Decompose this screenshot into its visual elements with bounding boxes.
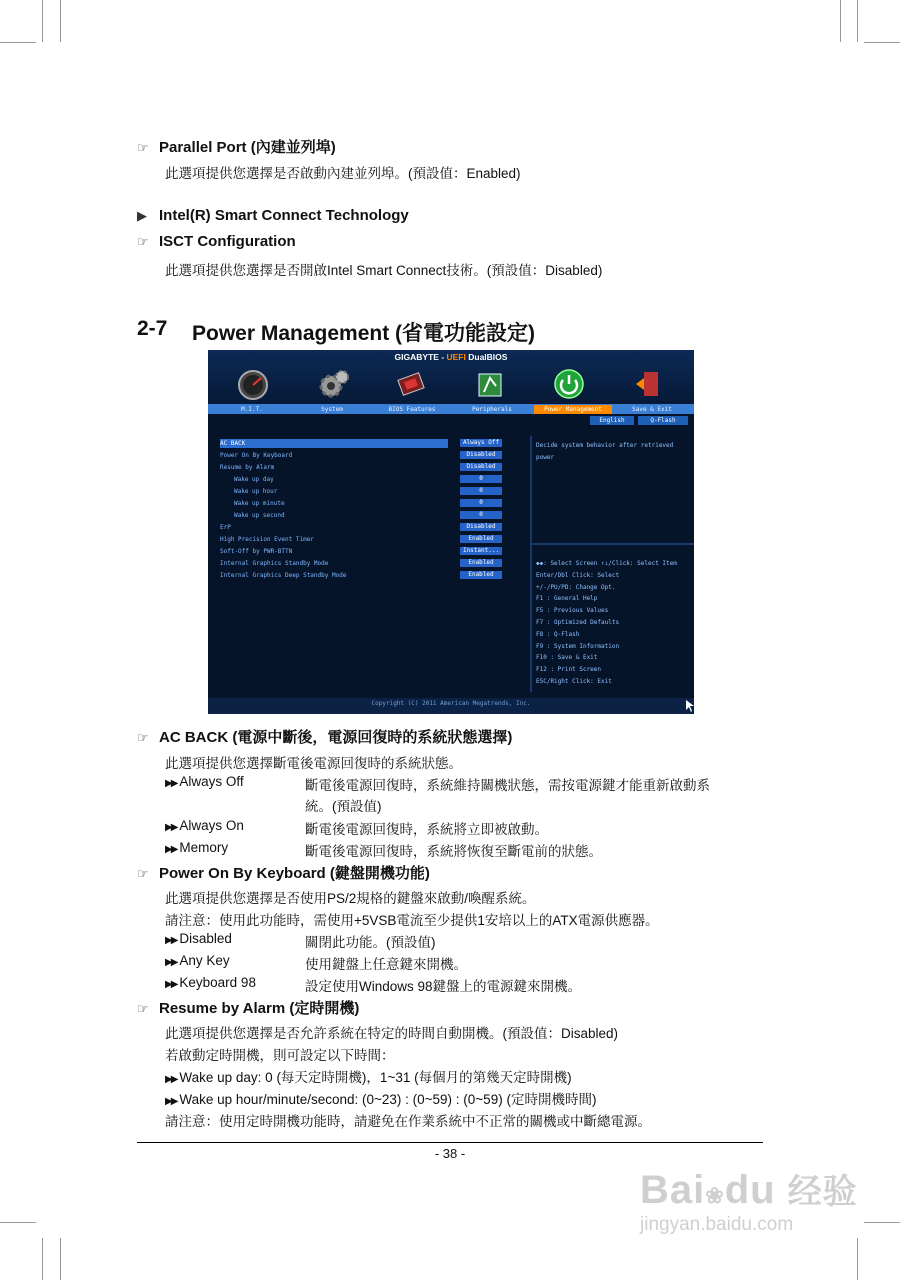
isct-title: ☞ ISCT Configuration	[137, 233, 296, 250]
isct-desc: 此選項提供您選擇是否開啟Intel Smart Connect技術。(預設值：Disabled)	[165, 263, 603, 278]
mouse-cursor-icon	[686, 700, 694, 712]
bios-value[interactable]: Enabled	[460, 559, 502, 567]
option-memory: ▶▶ Memory	[165, 840, 229, 855]
section-number: 2-7	[137, 317, 168, 340]
watermark-url: jingyan.baidu.com	[640, 1214, 794, 1235]
save-exit-door-icon	[632, 368, 666, 400]
option-desc: 統。(預設值)	[305, 799, 382, 814]
double-arrow-icon: ▶▶	[165, 778, 177, 789]
page-number: - 38 -	[434, 1146, 466, 1161]
footer-rule	[137, 1142, 763, 1143]
key-legend-line: ◆◆: Select Screen ↑↓/Click: Select Item	[536, 560, 677, 567]
bios-divider	[530, 436, 532, 692]
tab-bios-features[interactable]: BIOS Features	[388, 406, 436, 413]
option-always-off: ▶▶ Always Off	[165, 774, 244, 789]
parallel-port-desc: 此選項提供您選擇是否啟動內建並列埠。(預設值：Enabled)	[165, 166, 521, 181]
pointing-hand-icon: ☞	[137, 1001, 149, 1016]
power-icon	[552, 368, 586, 400]
bios-row-wake-up-day[interactable]: Wake up day	[234, 476, 274, 483]
option-always-on: ▶▶ Always On	[165, 818, 244, 833]
double-arrow-icon: ▶▶	[165, 957, 177, 968]
bios-value[interactable]: Enabled	[460, 571, 502, 579]
bios-value[interactable]: Enabled	[460, 535, 502, 543]
bios-value[interactable]: 0	[460, 511, 502, 519]
mit-gauge-icon	[236, 368, 270, 400]
paw-icon: ❀	[705, 1183, 725, 1208]
triangle-right-icon: ▶	[137, 208, 147, 223]
bios-copyright: Copyright (C) 2011 American Megatrends, Inc.	[371, 700, 531, 707]
bios-row-erp[interactable]: ErP	[220, 524, 231, 531]
ac-back-title: ☞ AC BACK (電源中斷後，電源回復時的系統狀態選擇)	[137, 729, 513, 746]
bios-features-chip-icon	[394, 368, 428, 400]
key-legend-line: F7 : Optimized Defaults	[536, 618, 620, 626]
key-legend-line: F5 : Previous Values	[536, 607, 609, 615]
pointing-hand-icon: ☞	[137, 866, 149, 881]
bios-row-wake-up-hour[interactable]: Wake up hour	[234, 488, 278, 495]
double-arrow-icon: ▶▶	[165, 1074, 177, 1085]
bios-value[interactable]: Always Off	[460, 439, 502, 447]
ac-back-desc: 此選項提供您選擇斷電後電源回復時的系統狀態。	[165, 756, 462, 771]
option-desc: 斷電後電源回復時，系統將恢復至斷電前的狀態。	[305, 844, 602, 859]
language-button[interactable]: English	[590, 416, 634, 425]
resume-by-alarm-desc: 此選項提供您選擇是否允許系統在特定的時間自動開機。(預設值：Disabled)	[165, 1026, 619, 1041]
bios-row-power-on-keyboard[interactable]: Power On By Keyboard	[220, 452, 293, 459]
peripherals-icon	[474, 368, 508, 400]
bios-help-text: Decide system behavior after retrieved power	[536, 442, 674, 461]
bios-value[interactable]: Disabled	[460, 523, 502, 531]
crop-mark	[857, 1238, 858, 1280]
option-keyboard-98: ▶▶ Keyboard 98	[165, 975, 256, 990]
option-wake-up-time: ▶▶ Wake up hour/minute/second: (0~23) : (0~59) : (0~59) (定時開機時間)	[165, 1092, 597, 1107]
crop-mark	[42, 0, 43, 42]
option-desc: 關閉此功能。(預設值)	[305, 935, 436, 950]
bios-key-legend	[536, 558, 677, 688]
option-desc: 斷電後電源回復時，系統將立即被啟動。	[305, 822, 548, 837]
bios-screenshot	[208, 350, 694, 714]
bios-row-ac-back[interactable]: AC BACK	[220, 439, 448, 448]
power-on-keyboard-title: ☞ Power On By Keyboard (鍵盤開機功能)	[137, 865, 430, 882]
bios-value[interactable]: 0	[460, 499, 502, 507]
crop-mark	[42, 1238, 43, 1280]
crop-mark	[0, 1222, 36, 1223]
isct-submenu-title: ▶ Intel(R) Smart Connect Technology	[137, 207, 409, 224]
bios-row-wake-up-second[interactable]: Wake up second	[234, 512, 285, 519]
bios-row-igfx-deep-standby[interactable]: Internal Graphics Deep Standby Mode	[220, 572, 347, 579]
option-wake-up-day: ▶▶ Wake up day: 0 (每天定時開機)，1~31 (每個月的第幾天定時開機)	[165, 1070, 572, 1085]
bios-help-separator	[532, 543, 694, 545]
baidu-watermark: Bai❀du 经验	[640, 1168, 858, 1212]
key-legend-line: F12 : Print Screen	[536, 666, 602, 674]
bios-value[interactable]: Disabled	[460, 451, 502, 459]
bios-settings-list	[214, 436, 530, 692]
crop-mark	[60, 0, 61, 42]
bios-value[interactable]: 0	[460, 487, 502, 495]
power-on-keyboard-desc: 此選項提供您選擇是否使用PS/2規格的鍵盤來啟動/喚醒系統。	[165, 891, 536, 906]
tab-system[interactable]: System	[321, 406, 343, 413]
crop-mark	[857, 0, 858, 42]
key-legend-line: F8 : Q-Flash	[536, 630, 580, 638]
option-desc: 斷電後電源回復時，系統維持關機狀態，需按電源鍵才能重新啟動系	[305, 778, 710, 793]
crop-mark	[864, 1222, 900, 1223]
bios-row-resume-by-alarm[interactable]: Resume by Alarm	[220, 464, 275, 471]
bios-row-igfx-standby[interactable]: Internal Graphics Standby Mode	[220, 560, 329, 567]
power-on-keyboard-note: 請注意：使用此功能時，需使用+5VSB電流至少提供1安培以上的ATX電源供應器。	[165, 913, 659, 928]
qflash-button[interactable]: Q-Flash	[638, 416, 688, 425]
pointing-hand-icon: ☞	[137, 730, 149, 745]
crop-mark	[60, 1238, 61, 1280]
resume-by-alarm-desc2: 若啟動定時開機，則可設定以下時間：	[165, 1048, 395, 1063]
option-desc: 設定使用Windows 98鍵盤上的電源鍵來開機。	[305, 979, 582, 994]
pointing-hand-icon: ☞	[137, 234, 149, 249]
key-legend-line: Enter/Dbl Click: Select	[536, 571, 620, 579]
double-arrow-icon: ▶▶	[165, 844, 177, 855]
bios-value[interactable]: Disabled	[460, 463, 502, 471]
crop-mark	[0, 42, 36, 43]
key-legend-line: F9 : System Information	[536, 642, 620, 650]
crop-mark	[840, 0, 841, 42]
option-disabled: ▶▶ Disabled	[165, 931, 232, 946]
bios-title: GIGABYTE - UEFI DualBIOS	[394, 352, 508, 362]
parallel-port-title: ☞ Parallel Port (內建並列埠)	[137, 139, 336, 156]
option-desc: 使用鍵盤上任意鍵來開機。	[305, 957, 467, 972]
double-arrow-icon: ▶▶	[165, 979, 177, 990]
key-legend-line: F10 : Save & Exit	[536, 654, 598, 662]
option-any-key: ▶▶ Any Key	[165, 953, 230, 968]
bios-value[interactable]: 0	[460, 475, 502, 483]
bios-row-soft-off[interactable]: Soft-Off by PWR-BTTN	[220, 548, 293, 555]
double-arrow-icon: ▶▶	[165, 935, 177, 946]
tab-save-exit[interactable]: Save & Exit	[632, 406, 672, 413]
tab-mit[interactable]: M.I.T.	[241, 406, 263, 413]
bios-value[interactable]: Instant...	[460, 547, 502, 555]
bios-row-wake-up-minute[interactable]: Wake up minute	[234, 500, 285, 507]
double-arrow-icon: ▶▶	[165, 1096, 177, 1107]
pointing-hand-icon: ☞	[137, 140, 149, 155]
key-legend-line: F1 : General Help	[536, 595, 598, 603]
section-title: Power Management (省電功能設定)	[192, 322, 536, 345]
tab-peripherals[interactable]: Peripherals	[472, 406, 512, 413]
tab-power-management[interactable]: Power Management	[534, 405, 612, 414]
system-gear-icon	[316, 368, 350, 400]
bios-row-hpet[interactable]: High Precision Event Timer	[220, 536, 314, 543]
crop-mark	[864, 42, 900, 43]
key-legend-line: ESC/Right Click: Exit	[536, 677, 612, 685]
resume-by-alarm-title: ☞ Resume by Alarm (定時開機)	[137, 1000, 360, 1017]
resume-by-alarm-note: 請注意：使用定時開機功能時，請避免在作業系統中不正常的關機或中斷總電源。	[165, 1114, 651, 1129]
double-arrow-icon: ▶▶	[165, 822, 177, 833]
key-legend-line: +/-/PU/PD: Change Opt.	[536, 583, 616, 591]
